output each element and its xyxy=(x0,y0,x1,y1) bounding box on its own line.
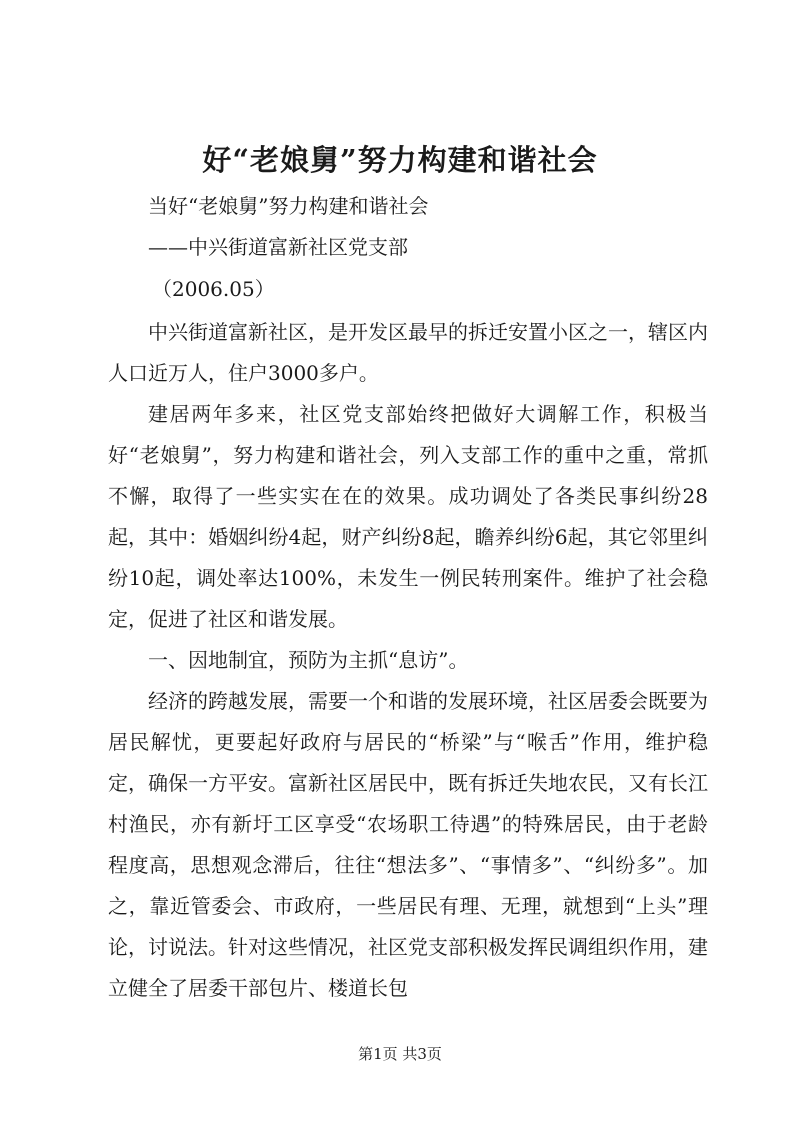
document-body xyxy=(108,312,708,1009)
paragraph: 中兴街道富新社区，是开发区最早的拆迁安置小区之一，辖区内人口近万人，住户3000多户。 xyxy=(108,320,708,385)
document-title: 好“老娘舅”努力构建和谐社会 xyxy=(202,143,598,177)
paragraph: 经济的跨越发展，需要一个和谐的发展环境，社区居委会既要为居民解忧，更要起好政府与居民的“桥梁”与“喉舌”作用，维护稳定，确保一方平安。富新社区居民中，既有拆迁失地农民，又有长江村渔民，亦有新圩工区享受“农场职工待遇”的特殊居民，由于老龄程度高，思想观念滞后，往往“想法多”、“事情多”、“纠纷多”。加之，靠近管委会、市政府，一些居民有理、无理，就想到“上头”理论，讨说法。针对这些情况，社区党支部积极发挥民调组织作用，建立健全了居委干部包片、楼道长包 xyxy=(108,689,708,1000)
date-line: （2006.05） xyxy=(152,277,275,301)
author-line: ——中兴街道富新社区党支部 xyxy=(148,235,408,259)
page-footer: 第1页 共3页 xyxy=(358,1045,442,1063)
document-subtitle: 当好“老娘舅”努力构建和谐社会 xyxy=(148,194,429,218)
section-heading: 一、因地制宜，预防为主抓“息访”。 xyxy=(148,648,469,672)
paragraph: 建居两年多来，社区党支部始终把做好大调解工作，积极当好“老娘舅”，努力构建和谐社会，列入支部工作的重中之重，常抓不懈，取得了一些实实在在的效果。成功调处了各类民事纠纷28起，其中：婚姻纠纷4起，财产纠纷8起，瞻养纠纷6起，其它邻里纠纷10起，调处率达100%，未发生一例民转刑案件。维护了社会稳定，促进了社区和谐发展。 xyxy=(108,402,708,631)
